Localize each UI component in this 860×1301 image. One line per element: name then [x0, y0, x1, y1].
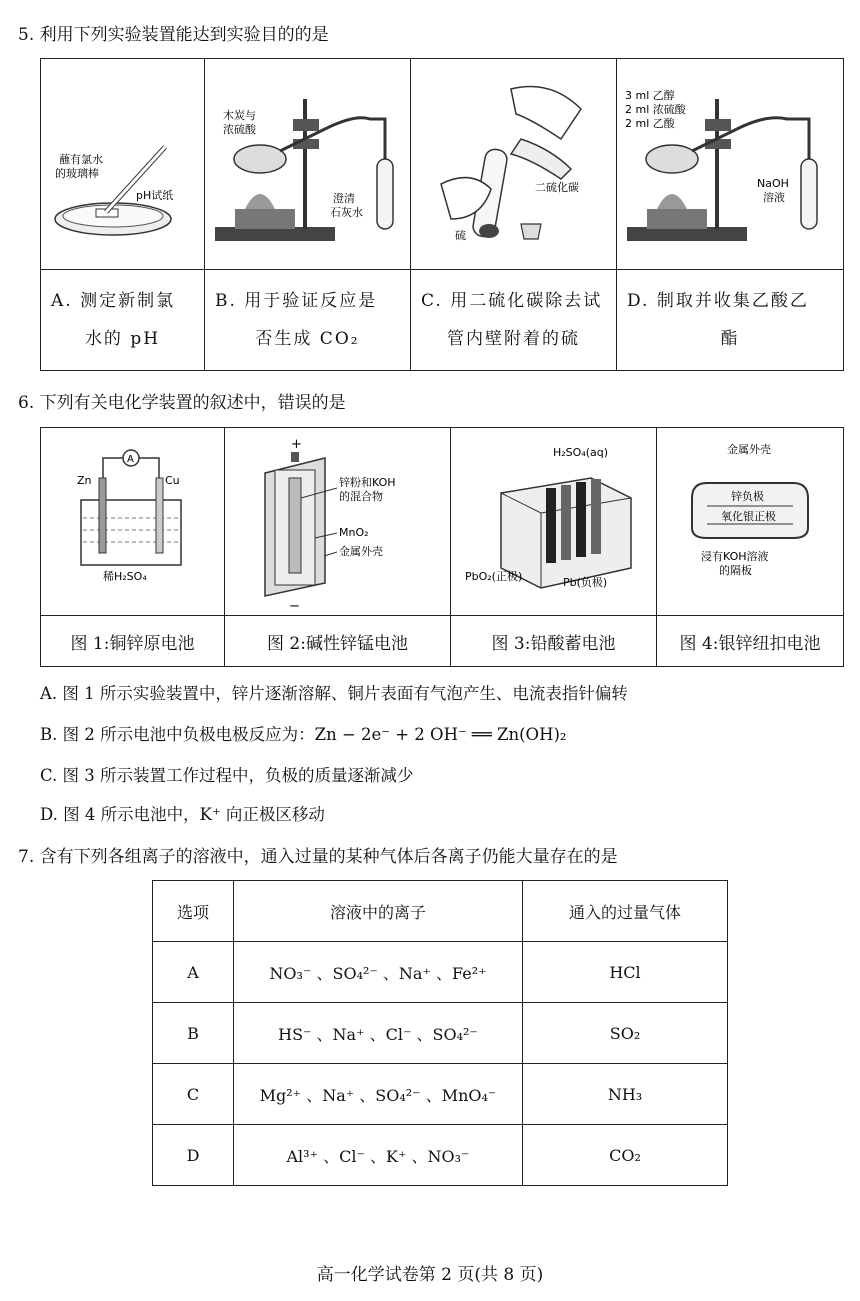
table-header-cell: 选项 [153, 881, 234, 942]
q5-option-d: D. 制取并收集乙酸乙 酯 [617, 270, 844, 371]
table-cell: HS⁻ 、Na⁺ 、Cl⁻ 、SO₄²⁻ [234, 1003, 523, 1064]
fig2-mno2-label: MnO₂ [339, 526, 369, 539]
table-cell: Mg²⁺ 、Na⁺ 、SO₄²⁻ 、MnO₄⁻ [234, 1064, 523, 1125]
table-header-cell: 通入的过量气体 [523, 881, 728, 942]
fig2-zinc-label: 锌粉和KOH 的混合物 [339, 476, 396, 503]
table-cell: B [153, 1003, 234, 1064]
table-cell: SO₂ [523, 1003, 728, 1064]
table-cell: C [153, 1064, 234, 1125]
table-row [153, 1003, 728, 1064]
fig3-acid-label: H₂SO₄(aq) [553, 446, 609, 459]
q6-option-b: B. 图 2 所示电池中负极电极反应为：Zn − 2e⁻ + 2 OH⁻ ══ Zn(OH)₂ [40, 725, 567, 744]
q5-option-c: C. 用二硫化碳除去试 管内壁附着的硫 [411, 270, 617, 371]
table-cell: D [153, 1125, 234, 1186]
fig-d-naoh-label: NaOH 溶液 [757, 177, 789, 204]
fig2-plus-label: + [291, 437, 302, 452]
q5-option-b: B. 用于验证反应是 否生成 CO₂ [205, 270, 411, 371]
fig1-zn-label: Zn [77, 474, 92, 487]
fig4-caption: 图 4:银锌纽扣电池 [657, 616, 844, 667]
q6-option-d: D. 图 4 所示电池中，K⁺ 向正极区移动 [40, 805, 325, 824]
q5-apparatus-table [40, 58, 844, 371]
figure-b-charcoal-sulfuric [205, 59, 411, 270]
table-cell: Al³⁺ 、Cl⁻ 、K⁺ 、NO₃⁻ [234, 1125, 523, 1186]
fig-d-reagents-label: 3 ml 乙醇 2 ml 浓硫酸 2 ml 乙酸 [625, 89, 686, 130]
fig-c-cs2-label: 二硫化碳 [535, 181, 579, 194]
figure-1-cu-zn-cell [41, 428, 225, 616]
fig4-shell-label: 金属外壳 [727, 443, 771, 456]
fig2-caption: 图 2:碱性锌锰电池 [225, 616, 451, 667]
question-6-stem: 6. 下列有关电化学装置的叙述中，错误的是 [18, 393, 346, 413]
question-5-stem: 5. 利用下列实验装置能达到实验目的的是 [18, 25, 329, 45]
table-row [153, 1064, 728, 1125]
figure-a-glass-rod [41, 59, 205, 270]
fig3-caption: 图 3:铅酸蓄电池 [451, 616, 657, 667]
fig2-shell-label: 金属外壳 [339, 545, 383, 558]
table-row [153, 1125, 728, 1186]
fig-c-sulfur-label: 硫 [455, 229, 466, 242]
table-row [153, 942, 728, 1003]
fig-a-paper-label: pH试纸 [136, 189, 174, 202]
q7-ion-table [152, 880, 728, 1186]
table-cell: CO₂ [523, 1125, 728, 1186]
fig4-separator-label: 浸有KOH溶液的隔板 [701, 550, 769, 577]
fig1-caption: 图 1:铜锌原电池 [41, 616, 225, 667]
table-cell: HCl [523, 942, 728, 1003]
table-cell: NO₃⁻ 、SO₄²⁻ 、Na⁺ 、Fe²⁺ [234, 942, 523, 1003]
fig1-acid-label: 稀H₂SO₄ [103, 570, 147, 583]
table-cell: NH₃ [523, 1064, 728, 1125]
figure-4-button-cell [657, 428, 844, 616]
page-footer: 高一化学试卷第 2 页(共 8 页) [316, 1265, 544, 1285]
q5-option-a: A. 测定新制氯 水的 pH [41, 270, 205, 371]
fig2-minus-label: − [289, 599, 300, 611]
table-header-row [153, 881, 728, 942]
fig3-pbo2-label: PbO₂(正极) [465, 570, 523, 583]
fig-b-reactant-label: 木炭与浓硫酸 [223, 109, 256, 136]
fig-b-limewater-label: 澄清石灰水 [330, 192, 363, 219]
figure-2-alkaline-cell [225, 428, 451, 616]
question-7-stem: 7. 含有下列各组离子的溶液中，通入过量的某种气体后各离子仍能大量存在的是 [18, 847, 618, 867]
table-header-cell: 溶液中的离子 [234, 881, 523, 942]
q6-option-a: A. 图 1 所示实验装置中，锌片逐渐溶解、铜片表面有气泡产生、电流表指针偏转 [40, 684, 628, 703]
figure-3-lead-acid [451, 428, 657, 616]
fig4-anode-label: 锌负极 [731, 490, 764, 503]
figure-c-cs2-wash [411, 59, 617, 270]
fig3-pb-label: Pb(负极) [563, 576, 608, 589]
figure-d-ester-prep [617, 59, 844, 270]
fig4-cathode-label: 氧化银正极 [721, 510, 776, 523]
q6-option-c: C. 图 3 所示装置工作过程中，负极的质量逐渐减少 [40, 766, 414, 785]
q6-figure-table [40, 427, 844, 667]
fig1-cu-label: Cu [165, 474, 180, 487]
table-cell: A [153, 942, 234, 1003]
fig1-meter-label: A [127, 454, 134, 465]
fig-a-rod-label: 蘸有氯水的玻璃棒 [55, 153, 103, 180]
